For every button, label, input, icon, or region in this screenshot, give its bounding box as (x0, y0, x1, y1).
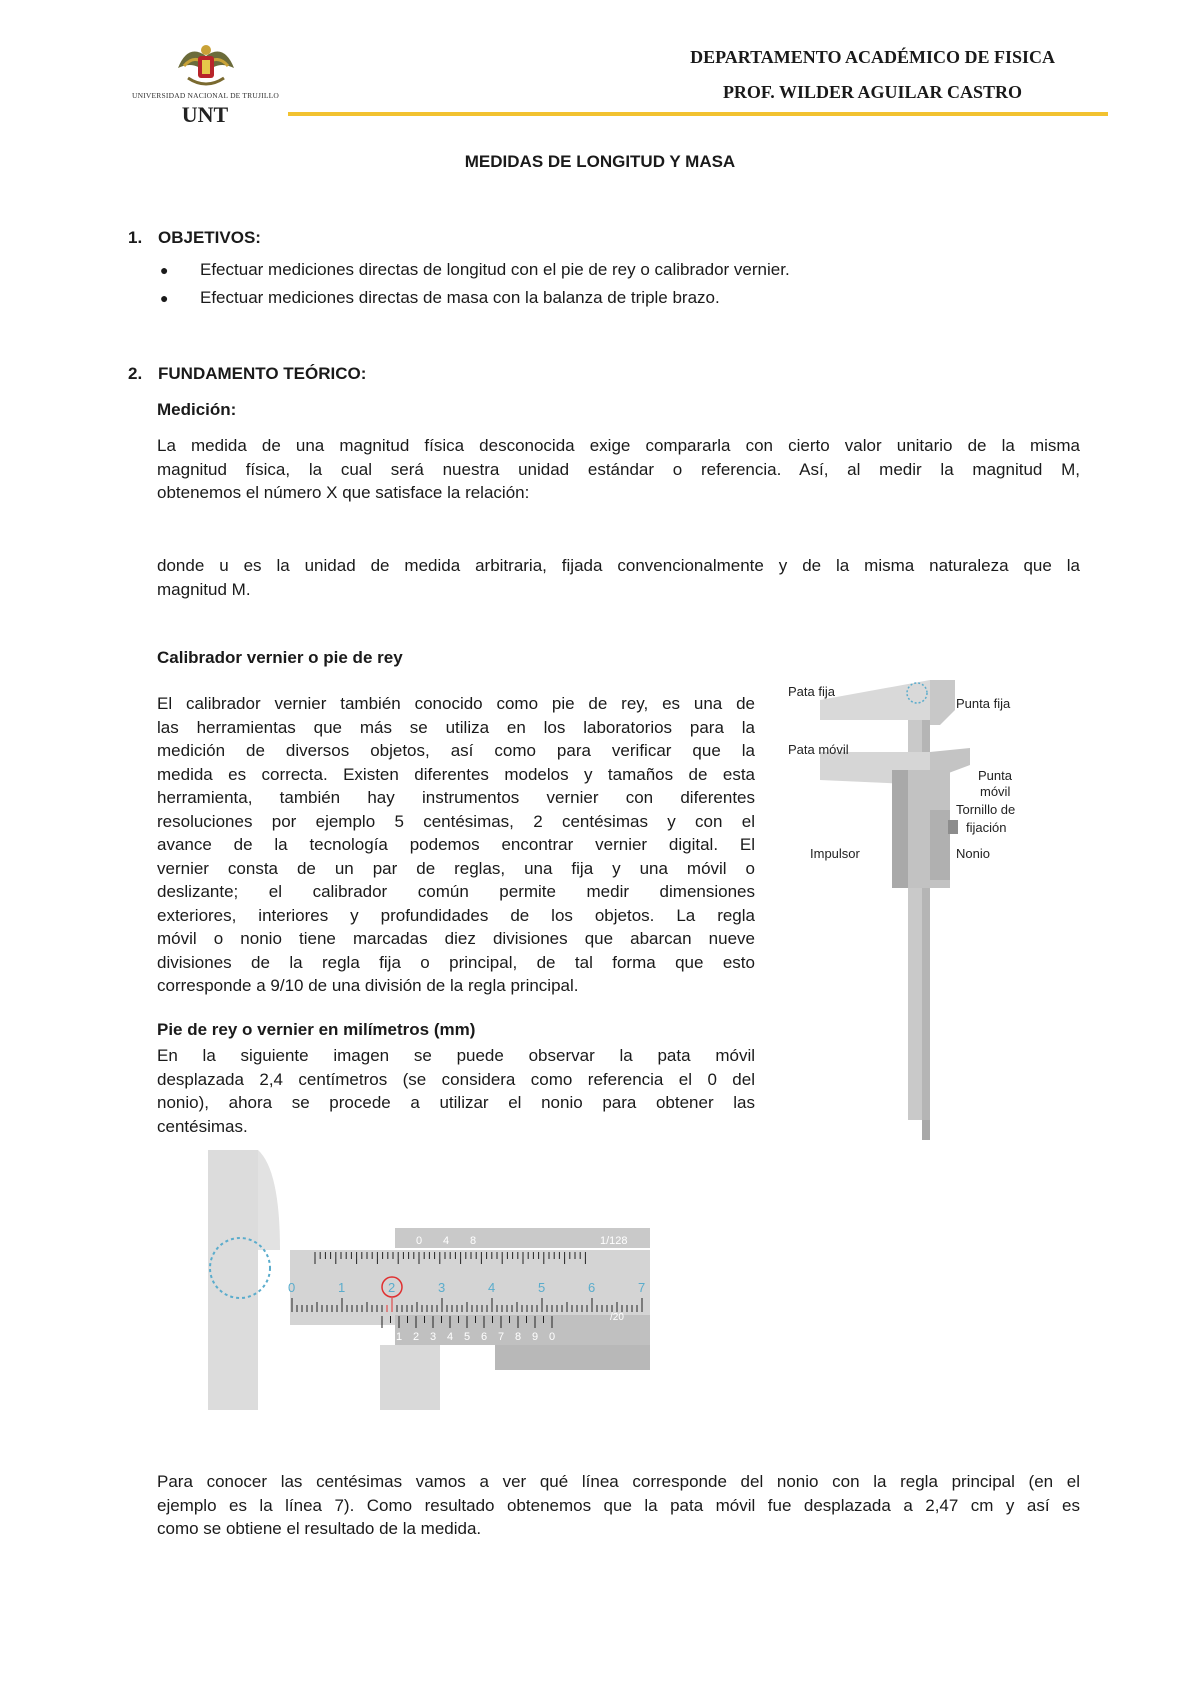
main-scale-number: 7 (638, 1280, 646, 1295)
text-line: medida es correcta. Existen diferentes modelos y tamaños de esta (157, 764, 755, 784)
text-line: vernier consta de un par de reglas, una fija y una móvil o (157, 858, 755, 878)
university-logo (118, 38, 293, 130)
text-line: exteriores, interiores y profundidades de los objetos. La regla (157, 905, 755, 925)
nonius-number: 3 (430, 1331, 437, 1343)
vernier-scale-figure (180, 1140, 670, 1430)
label-punta-fija: Punta fija (956, 696, 1011, 711)
objective-text: Efectuar mediciones directas de longitud con el pie de rey o calibrador vernier. (200, 260, 790, 279)
text-line: divisiones de la regla fija o principal, de tal forma que esto (157, 952, 755, 972)
text-line: corresponde a 9/10 de una división de la regla principal. (157, 976, 579, 995)
vernier-scale-illustration (180, 1140, 670, 1430)
text-line: centésimas. (157, 1116, 248, 1136)
text-line: En la siguiente imagen se puede observar la pata móvil (157, 1046, 755, 1065)
page-title: MEDIDAS DE LONGITUD Y MASA (464, 152, 736, 171)
nonius-number: 8 (515, 1331, 522, 1343)
section-title: FUNDAMENTO TEÓRICO: (158, 364, 367, 383)
text-line: avance de la tecnología podemos encontrar vernier digital. El (157, 835, 755, 854)
unit-paragraph (157, 554, 1080, 601)
medicion-heading: Medición: (157, 400, 237, 419)
bullet-icon: ● (160, 262, 169, 278)
section-fundamento-heading (128, 364, 366, 384)
main-scale-number: 3 (438, 1280, 446, 1295)
label-nonio: Nonio (956, 846, 990, 861)
text-line: deslizante; el calibrador común permite medir dimensiones (157, 882, 755, 901)
calibrador-paragraph (157, 692, 755, 998)
caliper-illustration (780, 670, 1040, 1140)
header-divider (288, 112, 1108, 116)
medicion-paragraph (157, 434, 1080, 505)
nonius-number: 1 (396, 1331, 403, 1343)
nonius-number: 4 (447, 1331, 454, 1343)
inch-scale-label: 1/128 (600, 1235, 628, 1247)
text-line: herramienta, también hay instrumentos vernier con diferentes (157, 788, 755, 807)
professor-name: PROF. WILDER AGUILAR CASTRO (722, 82, 1022, 102)
nonius-number: 0 (379, 1331, 386, 1343)
nonius-number: 5 (464, 1331, 471, 1343)
text-line: nonio), ahora se procede a utilizar el nonio para obtener las (157, 1093, 755, 1112)
nonius-resolution-label: /20 (610, 1312, 624, 1323)
text-line: obtenemos el número X que satisface la relación: (157, 483, 530, 502)
objective-item (160, 288, 720, 308)
text-line: desplazada 2,4 centímetros (se considera como referencia el 0 del (157, 1069, 755, 1089)
nonius-number: 9 (532, 1331, 539, 1343)
mm-heading: Pie de rey o vernier en milímetros (mm) (157, 1020, 476, 1039)
section-objetivos-heading (128, 228, 261, 248)
main-scale-number: 4 (488, 1280, 496, 1295)
objective-item (160, 260, 790, 280)
nonius-number: 6 (481, 1331, 488, 1343)
text-line: resoluciones por ejemplo 5 centésimas, 2 centésimas y con el (157, 811, 755, 831)
text-line: como se obtiene el resultado de la medida. (157, 1519, 482, 1538)
bullet-icon: ● (160, 290, 169, 306)
section-number: 2. (128, 364, 143, 383)
text-line: Para conocer las centésimas vamos a ver qué línea corresponde del nonio con la regla principal (en el (157, 1472, 1080, 1491)
calibrador-heading: Calibrador vernier o pie de rey (157, 648, 403, 667)
main-scale-number: 5 (538, 1280, 546, 1295)
label-pata-movil: Pata móvil (788, 742, 849, 757)
main-scale-number: 2 (388, 1280, 396, 1295)
final-paragraph (157, 1470, 1080, 1541)
main-scale-number: 0 (288, 1280, 296, 1295)
inch-scale-number: 8 (470, 1235, 477, 1247)
text-line: medición de diversos objetos, así como para verificar que la (157, 741, 755, 760)
label-tornillo-1: Tornillo de (956, 802, 1016, 817)
section-title: OBJETIVOS: (158, 228, 261, 247)
label-impulsor: Impulsor (810, 846, 860, 861)
section-number: 1. (128, 228, 143, 247)
objective-text: Efectuar mediciones directas de masa con la balanza de triple brazo. (200, 288, 720, 307)
text-line: móvil o nonio tiene marcadas diez divisiones que abarcan nueve (157, 929, 755, 948)
label-pata-fija: Pata fija (788, 684, 835, 699)
text-line: La medida de una magnitud física desconocida exige compararla con cierto valor unitario de la misma (157, 436, 1080, 455)
text-line: donde u es la unidad de medida arbitraria, fijada convencionalmente y de la misma naturaleza que la (157, 556, 1080, 575)
department-name: DEPARTAMENTO ACADÉMICO DE FISICA (690, 47, 1055, 67)
inch-scale-number: 4 (443, 1235, 450, 1247)
main-scale-number: 1 (338, 1280, 346, 1295)
text-line: magnitud física, la cual será nuestra unidad estándar o referencia. Así, al medir la magnitud M, (157, 459, 1080, 479)
text-line: magnitud M. (157, 579, 251, 599)
label-punta-movil-1: Punta (978, 768, 1012, 783)
university-crest-icon (118, 38, 293, 98)
caliper-diagram (780, 670, 1040, 1140)
text-line: las herramientas que más se utiliza en los laboratorios para la (157, 717, 755, 737)
nonius-number: 0 (549, 1331, 556, 1343)
text-line: ejemplo es la línea 7). Como resultado obtenemos que la pata móvil fue desplazada a 2,47 cm y así es (157, 1495, 1080, 1515)
inch-scale-number: 0 (416, 1235, 423, 1247)
university-short-name: UNT (181, 102, 229, 127)
nonius-number: 7 (498, 1331, 505, 1343)
text-line: El calibrador vernier también conocido como pie de rey, es una de (157, 694, 755, 713)
main-scale-number: 6 (588, 1280, 596, 1295)
nonius-number: 2 (413, 1331, 420, 1343)
label-punta-movil-2: móvil (980, 784, 1011, 799)
mm-paragraph (157, 1044, 755, 1138)
university-name: UNIVERSIDAD NACIONAL DE TRUJILLO (131, 91, 279, 100)
label-tornillo-2: fijación (966, 820, 1007, 835)
